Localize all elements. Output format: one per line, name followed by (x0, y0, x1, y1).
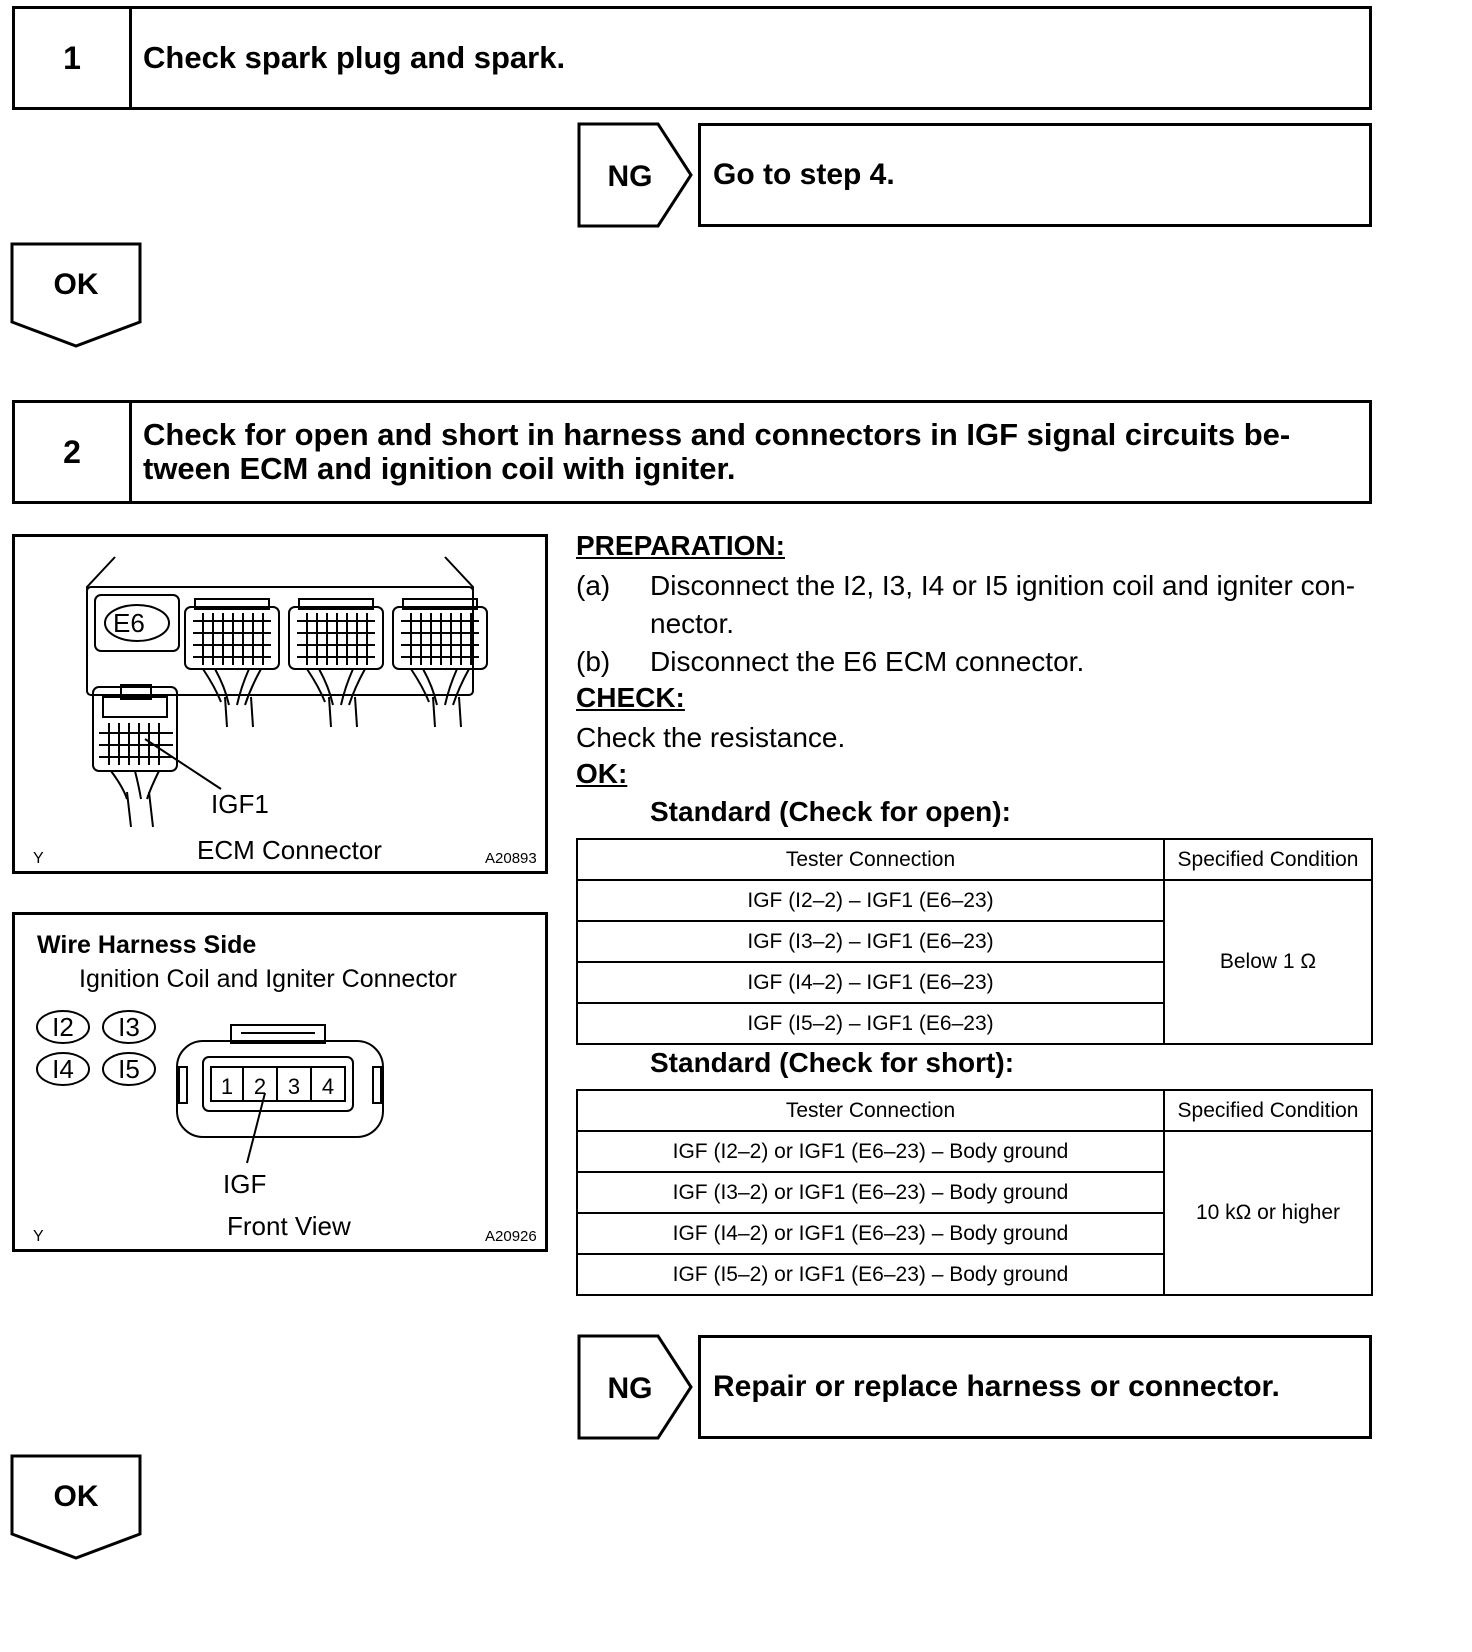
short-row-2: IGF (I3–2) or IGF1 (E6–23) – Body ground (577, 1172, 1164, 1213)
step1-ng-tag (577, 122, 695, 228)
short-check-table (576, 1089, 1373, 1296)
step2-title (143, 403, 1349, 501)
check-header: CHECK: (576, 682, 685, 713)
connector-id-i3: I3 (118, 1012, 140, 1042)
table-row (577, 1131, 1372, 1172)
ecm-connector-drawing (15, 537, 545, 871)
ecm-e6-label: E6 (113, 608, 145, 638)
step1-title: Check spark plug and spark. (143, 40, 566, 75)
check-text: Check the resistance. (576, 722, 846, 753)
open-row-1: IGF (I2–2) – IGF1 (E6–23) (577, 880, 1164, 921)
short-row-3: IGF (I4–2) or IGF1 (E6–23) – Body ground (577, 1213, 1164, 1254)
pin-1: 1 (220, 1074, 234, 1099)
ecm-caption: ECM Connector (197, 835, 382, 865)
prep-a-line1: Disconnect the I2, I3, I4 or I5 ignition coil and igniter con- (650, 570, 1356, 601)
short-condition: 10 kΩ or higher (1164, 1131, 1372, 1295)
pin-4: 4 (321, 1074, 335, 1099)
short-row-1: IGF (I2–2) or IGF1 (E6–23) – Body ground (577, 1131, 1164, 1172)
prep-a-line2: nector. (650, 608, 735, 639)
table-row (577, 839, 1372, 880)
step1-number: 1 (15, 9, 132, 107)
open-header-connection: Tester Connection (577, 839, 1164, 880)
short-row-4: IGF (I5–2) or IGF1 (E6–23) – Body ground (577, 1254, 1164, 1295)
connector-id-i4: I4 (52, 1054, 74, 1084)
connector-id-i2: I2 (52, 1012, 74, 1042)
short-header-connection: Tester Connection (577, 1090, 1164, 1131)
open-header-condition: Specified Condition (1164, 839, 1372, 880)
step2-ok-arrow (10, 1454, 144, 1562)
table-row (577, 1090, 1372, 1131)
open-condition: Below 1 Ω (1164, 880, 1372, 1044)
step2-ok-label: OK (53, 1480, 99, 1513)
harness-side-title: Wire Harness Side (37, 931, 257, 959)
ecm-connector-figure (12, 534, 548, 874)
ecm-igf1-label: IGF1 (211, 789, 269, 819)
ignition-figure-code: A20926 (485, 1228, 537, 1245)
step2-number: 2 (15, 403, 132, 501)
short-table-title: Standard (Check for short): (650, 1047, 1015, 1078)
step2-ng-tag (577, 1334, 695, 1440)
open-row-4: IGF (I5–2) – IGF1 (E6–23) (577, 1003, 1164, 1044)
step2-title-line1: Check for open and short in harness and connectors in IGF signal circuits be- (143, 417, 1291, 452)
step2-title-line2: tween ECM and ignition coil with igniter. (143, 451, 736, 486)
ecm-corner-mark: Y (33, 850, 44, 867)
step2-ng-result: Repair or replace harness or connector. (698, 1335, 1372, 1439)
open-row-2: IGF (I3–2) – IGF1 (E6–23) (577, 921, 1164, 962)
pin-3: 3 (287, 1074, 301, 1099)
ignition-connector-subtitle: Ignition Coil and Igniter Connector (79, 965, 458, 993)
ignition-caption: Front View (227, 1211, 351, 1241)
step1-ng-label: NG (607, 160, 653, 193)
connector-id-i5: I5 (118, 1054, 140, 1084)
ignition-connector-drawing (15, 915, 545, 1249)
open-row-3: IGF (I4–2) – IGF1 (E6–23) (577, 962, 1164, 1003)
short-header-condition: Specified Condition (1164, 1090, 1372, 1131)
open-table-title: Standard (Check for open): (650, 796, 1011, 827)
table-row (577, 880, 1372, 921)
step1-ng-result: Go to step 4. (698, 123, 1372, 227)
preparation-header: PREPARATION: (576, 530, 785, 561)
ignition-connector-figure (12, 912, 548, 1252)
prep-b-text: Disconnect the E6 ECM connector. (650, 646, 1085, 677)
open-check-table (576, 838, 1373, 1045)
ok-header: OK: (576, 758, 628, 789)
ignition-corner-mark: Y (33, 1228, 44, 1245)
step1-header (12, 6, 1372, 110)
ignition-igf-label: IGF (223, 1169, 267, 1199)
step1-ok-label: OK (53, 268, 99, 301)
prep-a-marker: (a) (576, 570, 611, 601)
ecm-figure-code: A20893 (485, 850, 537, 867)
step2-ng-label: NG (607, 1372, 653, 1405)
pin-2: 2 (253, 1074, 267, 1099)
prep-b-marker: (b) (576, 646, 611, 677)
step2-header (12, 400, 1372, 504)
step1-ok-arrow (10, 242, 144, 350)
